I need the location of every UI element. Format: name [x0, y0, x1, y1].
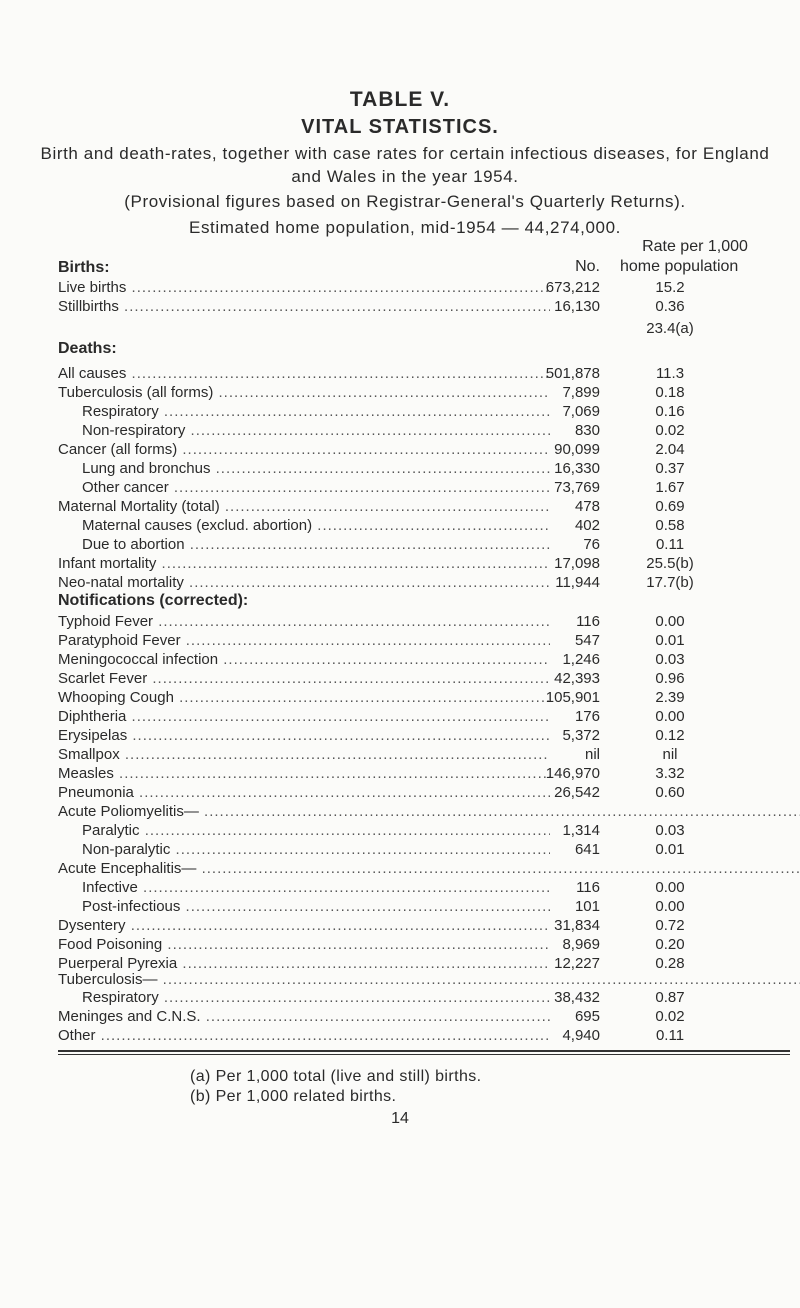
row-number: 402	[574, 517, 600, 534]
row-label: Respiratory .....	[82, 988, 550, 1008]
table-row	[0, 707, 800, 727]
row-rate: 0.20	[655, 936, 685, 953]
row-number: 73,769	[554, 479, 600, 496]
row-number: 116	[576, 613, 600, 630]
row-rate: 25.5(b)	[646, 555, 694, 572]
row-number: 8,969	[562, 936, 600, 953]
row-label: Respiratory .....	[82, 402, 550, 422]
births-total-rate: 23.4(a)	[646, 320, 694, 337]
row-number: 7,899	[562, 384, 600, 401]
row-number: 31,834	[554, 917, 600, 934]
rate-column-header: Rate per 1,000	[642, 238, 748, 255]
row-label: Erysipelas .....	[58, 726, 550, 746]
row-label: Typhoid Fever .....	[58, 612, 550, 632]
row-rate: 0.72	[655, 917, 685, 934]
table-row	[0, 1007, 800, 1027]
row-rate: 0.02	[655, 1008, 685, 1025]
row-number: 5,372	[562, 727, 600, 744]
table-row	[0, 669, 800, 689]
row-number: 1,314	[562, 822, 600, 839]
table-row	[0, 573, 800, 593]
table-row	[0, 859, 800, 879]
row-label: Cancer (all forms) .....	[58, 440, 550, 460]
table-bottom-rule-thin	[58, 1054, 790, 1055]
row-label: Tuberculosis— .....	[58, 970, 550, 990]
row-rate: 0.01	[655, 841, 685, 858]
row-rate: 0.18	[655, 384, 685, 401]
row-label: All causes .....	[58, 364, 550, 384]
row-rate: 11.3	[655, 365, 685, 382]
row-label: Acute Poliomyelitis— .....	[58, 802, 550, 822]
row-number: 116	[576, 879, 600, 896]
table-row	[0, 783, 800, 803]
row-label: Tuberculosis (all forms) .....	[58, 383, 550, 403]
row-rate: 0.36	[655, 298, 685, 315]
row-label: Paralytic .....	[82, 821, 550, 841]
table-row	[0, 897, 800, 917]
table-row	[0, 821, 800, 841]
table-row	[0, 402, 800, 422]
row-rate: 0.00	[655, 898, 685, 915]
row-number: 1,246	[562, 651, 600, 668]
footnote-a: (a) Per 1,000 total (live and still) births.	[190, 1068, 482, 1085]
row-label: Other .....	[58, 1026, 550, 1046]
row-number: 830	[574, 422, 600, 439]
row-label: Infective .....	[82, 878, 550, 898]
row-rate: 1.67	[655, 479, 685, 496]
table-row	[0, 535, 800, 555]
row-rate: 0.87	[655, 989, 685, 1006]
row-rate: 0.03	[655, 651, 685, 668]
table-row	[0, 650, 800, 670]
row-rate: nil	[662, 746, 678, 763]
row-label: Paratyphoid Fever .....	[58, 631, 550, 651]
row-rate: 3.32	[655, 765, 685, 782]
row-rate: 0.58	[655, 517, 685, 534]
row-number: 17,098	[554, 555, 600, 572]
table-row	[0, 278, 800, 298]
row-label: Pneumonia .....	[58, 783, 550, 803]
row-number: 695	[574, 1008, 600, 1025]
row-number: 7,069	[562, 403, 600, 420]
row-rate: 15.2	[655, 279, 685, 296]
row-label: Puerperal Pyrexia .....	[58, 954, 550, 974]
row-number: 11,944	[555, 574, 600, 591]
row-rate: 0.37	[655, 460, 685, 477]
table-row	[0, 1026, 800, 1046]
row-label: Lung and bronchus .....	[82, 459, 550, 479]
row-number: 38,432	[554, 989, 600, 1006]
home-population-header: home population	[620, 258, 739, 275]
row-number: 101	[574, 898, 600, 915]
row-label: Non-paralytic .....	[82, 840, 550, 860]
table-row	[0, 631, 800, 651]
row-rate: 17.7(b)	[646, 574, 694, 591]
row-label: Due to abortion .....	[82, 535, 550, 555]
row-rate: 0.01	[655, 632, 685, 649]
row-number: 176	[574, 708, 600, 725]
row-rate: 0.03	[655, 822, 685, 839]
table-row	[0, 364, 800, 384]
births-section-heading: Births:	[58, 259, 110, 276]
table-row	[0, 764, 800, 784]
row-label: Neo-natal mortality .....	[58, 573, 550, 593]
row-number: 76	[583, 536, 600, 553]
table-row	[0, 516, 800, 536]
row-label: Scarlet Fever .....	[58, 669, 550, 689]
notifications-section-heading: Notifications (corrected):	[58, 592, 249, 609]
row-label: Stillbirths .....	[58, 297, 550, 317]
row-number: 673,212	[545, 279, 600, 296]
row-label: Post-infectious .....	[82, 897, 550, 917]
number-column-header: No.	[575, 258, 600, 275]
row-number: 146,970	[545, 765, 600, 782]
row-label: Live births .....	[58, 278, 550, 298]
table-row	[0, 383, 800, 403]
page-number: 14	[391, 1110, 409, 1127]
row-number: nil	[584, 746, 600, 763]
deaths-section-heading: Deaths:	[58, 340, 117, 357]
row-label: Dysentery .....	[58, 916, 550, 936]
row-number: 42,393	[554, 670, 600, 687]
table-title: TABLE V.	[349, 88, 451, 111]
row-label: Food Poisoning .....	[58, 935, 550, 955]
row-label: Measles .....	[58, 764, 550, 784]
row-rate: 0.12	[655, 727, 685, 744]
row-rate: 0.11	[655, 1027, 685, 1044]
row-number: 547	[574, 632, 600, 649]
row-number: 12,227	[554, 955, 600, 972]
table-row	[0, 840, 800, 860]
row-number: 641	[574, 841, 600, 858]
row-label: Maternal Mortality (total) .....	[58, 497, 550, 517]
table-row	[0, 970, 800, 990]
row-number: 16,330	[554, 460, 600, 477]
table-row	[0, 802, 800, 822]
table-row	[0, 297, 800, 317]
row-rate: 0.16	[655, 403, 685, 420]
table-row	[0, 878, 800, 898]
row-label: Non-respiratory .....	[82, 421, 550, 441]
table-row	[0, 421, 800, 441]
table-row	[0, 554, 800, 574]
row-rate: 0.60	[655, 784, 685, 801]
row-label: Whooping Cough .....	[58, 688, 550, 708]
table-bottom-rule	[58, 1050, 790, 1052]
row-number: 26,542	[554, 784, 600, 801]
row-label: Diphtheria .....	[58, 707, 550, 727]
table-row	[0, 726, 800, 746]
row-label: Maternal causes (exclud. abortion) .....	[82, 516, 550, 536]
row-rate: 0.02	[655, 422, 685, 439]
row-rate: 2.39	[655, 689, 685, 706]
row-label: Other cancer .....	[82, 478, 550, 498]
table-row	[0, 935, 800, 955]
row-rate: 0.96	[655, 670, 685, 687]
intro-description: Birth and death-rates, together with case rates for certain infectious diseases, for England and Wales in the year 1954.	[40, 144, 770, 186]
row-rate: 2.04	[655, 441, 685, 458]
table-row	[0, 916, 800, 936]
row-number: 105,901	[545, 689, 600, 706]
intro-population: Estimated home population, mid-1954 — 44,274,000.	[189, 218, 621, 237]
row-number: 4,940	[562, 1027, 600, 1044]
table-subtitle: VITAL STATISTICS.	[301, 116, 499, 138]
row-number: 90,099	[554, 441, 600, 458]
table-row	[0, 688, 800, 708]
row-rate: 0.00	[655, 613, 685, 630]
row-number: 478	[574, 498, 600, 515]
row-label: Infant mortality .....	[58, 554, 550, 574]
row-rate: 0.28	[655, 955, 685, 972]
row-label: Smallpox .....	[58, 745, 550, 765]
table-row	[0, 988, 800, 1008]
table-row	[0, 459, 800, 479]
row-number: 501,878	[545, 365, 600, 382]
table-row	[0, 612, 800, 632]
row-label: Meninges and C.N.S. .....	[58, 1007, 550, 1027]
table-row	[0, 745, 800, 765]
table-row	[0, 440, 800, 460]
row-rate: 0.11	[655, 536, 685, 553]
intro-provisional-note: (Provisional figures based on Registrar-General's Quarterly Returns).	[124, 192, 686, 211]
row-rate: 0.69	[655, 498, 685, 515]
row-label: Meningococcal infection .....	[58, 650, 550, 670]
row-rate: 0.00	[655, 879, 685, 896]
table-row	[0, 497, 800, 517]
footnote-b: (b) Per 1,000 related births.	[190, 1088, 397, 1105]
row-number: 16,130	[554, 298, 600, 315]
table-row	[0, 478, 800, 498]
row-label: Acute Encephalitis— .....	[58, 859, 550, 879]
row-rate: 0.00	[655, 708, 685, 725]
